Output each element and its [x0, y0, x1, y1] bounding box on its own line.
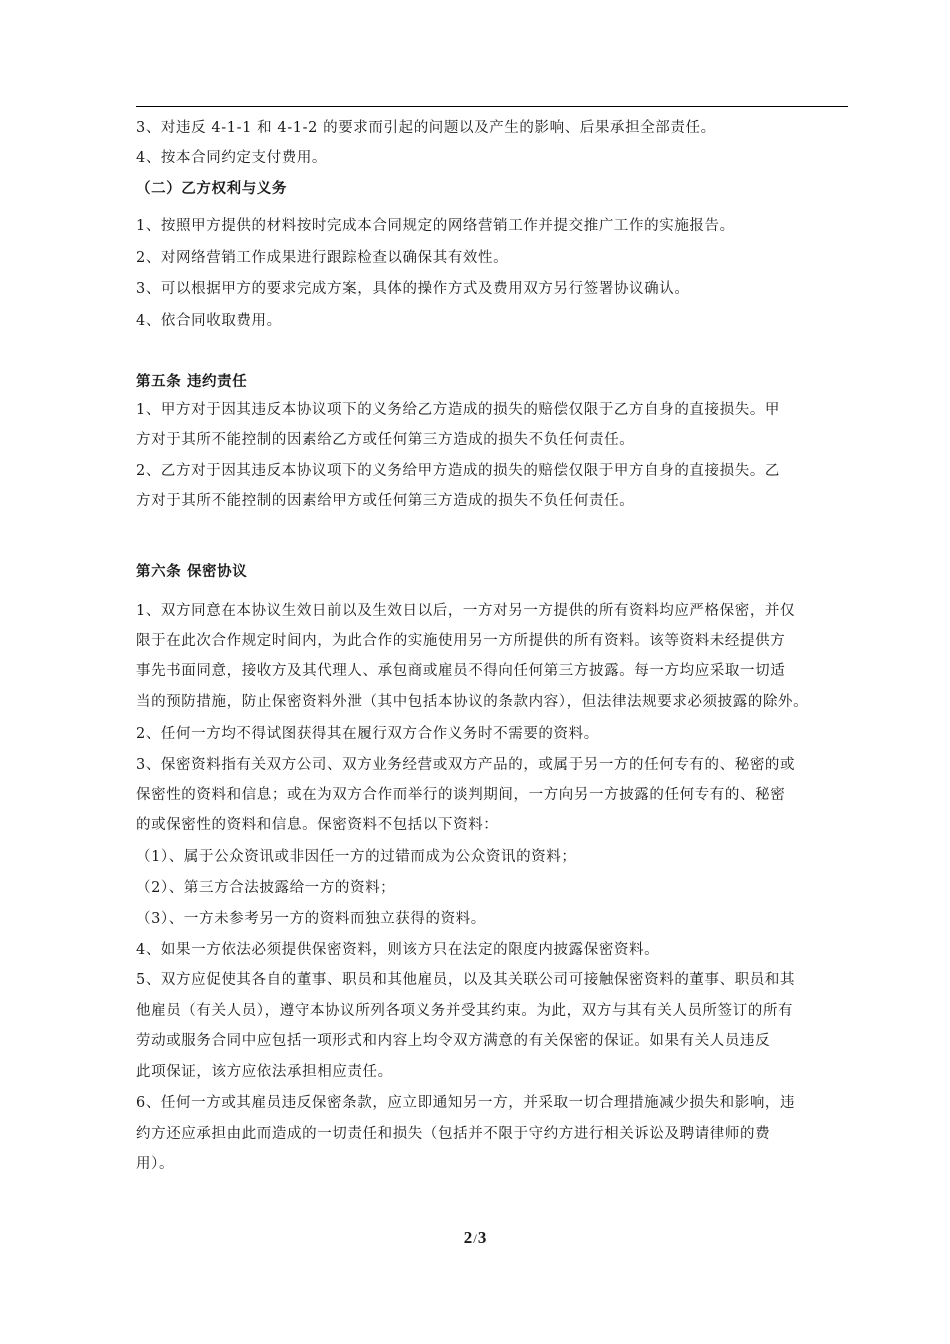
- article5-line: 方对于其所不能控制的因素给乙方或任何第三方造成的损失不负任何责任。: [136, 432, 635, 448]
- article6-line: 3、保密资料指有关双方公司、双方业务经营或双方产品的，或属于另一方的任何专有的、秘密的或: [136, 757, 796, 773]
- page-current: 2: [463, 1228, 473, 1247]
- article6-heading: 第六条 保密协议: [136, 563, 248, 580]
- article6-line: 6、任何一方或其雇员违反保密条款，应立即通知另一方，并采取一切合理措施减少损失和影响，违: [136, 1095, 796, 1111]
- page-separator: /: [473, 1231, 477, 1246]
- article6-line: 约方还应承担由此而造成的一切责任和损失（包括并不限于守约方进行相关诉讼及聘请律师的费: [136, 1126, 771, 1142]
- article5-line: 方对于其所不能控制的因素给甲方或任何第三方造成的损失不负任何责任。: [136, 493, 635, 509]
- article6-line: 劳动或服务合同中应包括一项形式和内容上均令双方满意的有关保密的保证。如果有关人员违反: [136, 1033, 771, 1049]
- obligation-line: 4、按本合同约定支付费用。: [136, 150, 328, 166]
- article6-line: 当的预防措施，防止保密资料外泄（其中包括本协议的条款内容），但法律法规要求必须披露的除外。: [136, 694, 809, 710]
- article6-line: 的或保密性的资料和信息。保密资料不包括以下资料：: [136, 817, 499, 833]
- article6-line: 2、任何一方均不得试图获得其在履行双方合作义务时不需要的资料。: [136, 726, 599, 742]
- article6-line: （1）、属于公众资讯或非因任一方的过错而成为公众资讯的资料；: [136, 849, 577, 865]
- obligation-line: 4、依合同收取费用。: [136, 313, 282, 329]
- article6-line: 用）。: [136, 1156, 175, 1172]
- article6-line: 事先书面同意，接收方及其代理人、承包商或雇员不得向任何第三方披露。每一方均应采取一切适: [136, 663, 786, 679]
- article5-line: 2、乙方对于因其违反本协议项下的义务给甲方造成的损失的赔偿仅限于甲方自身的直接损失。乙: [136, 463, 781, 479]
- article6-line: 限于在此次合作规定时间内，为此合作的实施使用另一方所提供的所有资料。该等资料未经提供方: [136, 633, 786, 649]
- obligation-line: 3、可以根据甲方的要求完成方案，具体的操作方式及费用双方另行签署协议确认。: [136, 281, 690, 297]
- article6-line: 此项保证，该方应依法承担相应责任。: [136, 1064, 393, 1080]
- article6-line: 保密性的资料和信息；或在为双方合作而举行的谈判期间，一方向另一方披露的任何专有的、秘密: [136, 787, 786, 803]
- page-total: 3: [477, 1228, 487, 1247]
- article6-line: 1、双方同意在本协议生效日前以及生效日以后，一方对另一方提供的所有资料均应严格保密，并仅: [136, 603, 796, 619]
- article5-line: 1、甲方对于因其违反本协议项下的义务给乙方造成的损失的赔偿仅限于乙方自身的直接损失。甲: [136, 402, 781, 418]
- article6-line: 4、如果一方依法必须提供保密资料，则该方只在法定的限度内披露保密资料。: [136, 942, 660, 958]
- obligation-line: 2、对网络营销工作成果进行跟踪检查以确保其有效性。: [136, 250, 509, 266]
- header-rule: [136, 106, 848, 107]
- article5-heading: 第五条 违约责任: [136, 373, 248, 390]
- section-heading-b: （二）乙方权利与义务: [136, 180, 287, 197]
- article6-line: （3）、一方未参考另一方的资料而独立获得的资料。: [136, 911, 486, 927]
- obligation-line: 3、对违反 4-1-1 和 4-1-2 的要求而引起的问题以及产生的影响、后果承担全部责任。: [136, 120, 716, 136]
- article6-line: （2）、第三方合法披露给一方的资料；: [136, 880, 396, 896]
- page-number: [0, 1228, 950, 1248]
- article6-line: 他雇员（有关人员），遵守本协议所列各项义务并受其约束。为此，双方与其有关人员所签订的所有: [136, 1003, 794, 1019]
- article6-line: 5、双方应促使其各自的董事、职员和其他雇员，以及其关联公司可接触保密资料的董事、职员和其: [136, 972, 796, 988]
- obligation-line: 1、按照甲方提供的材料按时完成本合同规定的网络营销工作并提交推广工作的实施报告。: [136, 218, 735, 234]
